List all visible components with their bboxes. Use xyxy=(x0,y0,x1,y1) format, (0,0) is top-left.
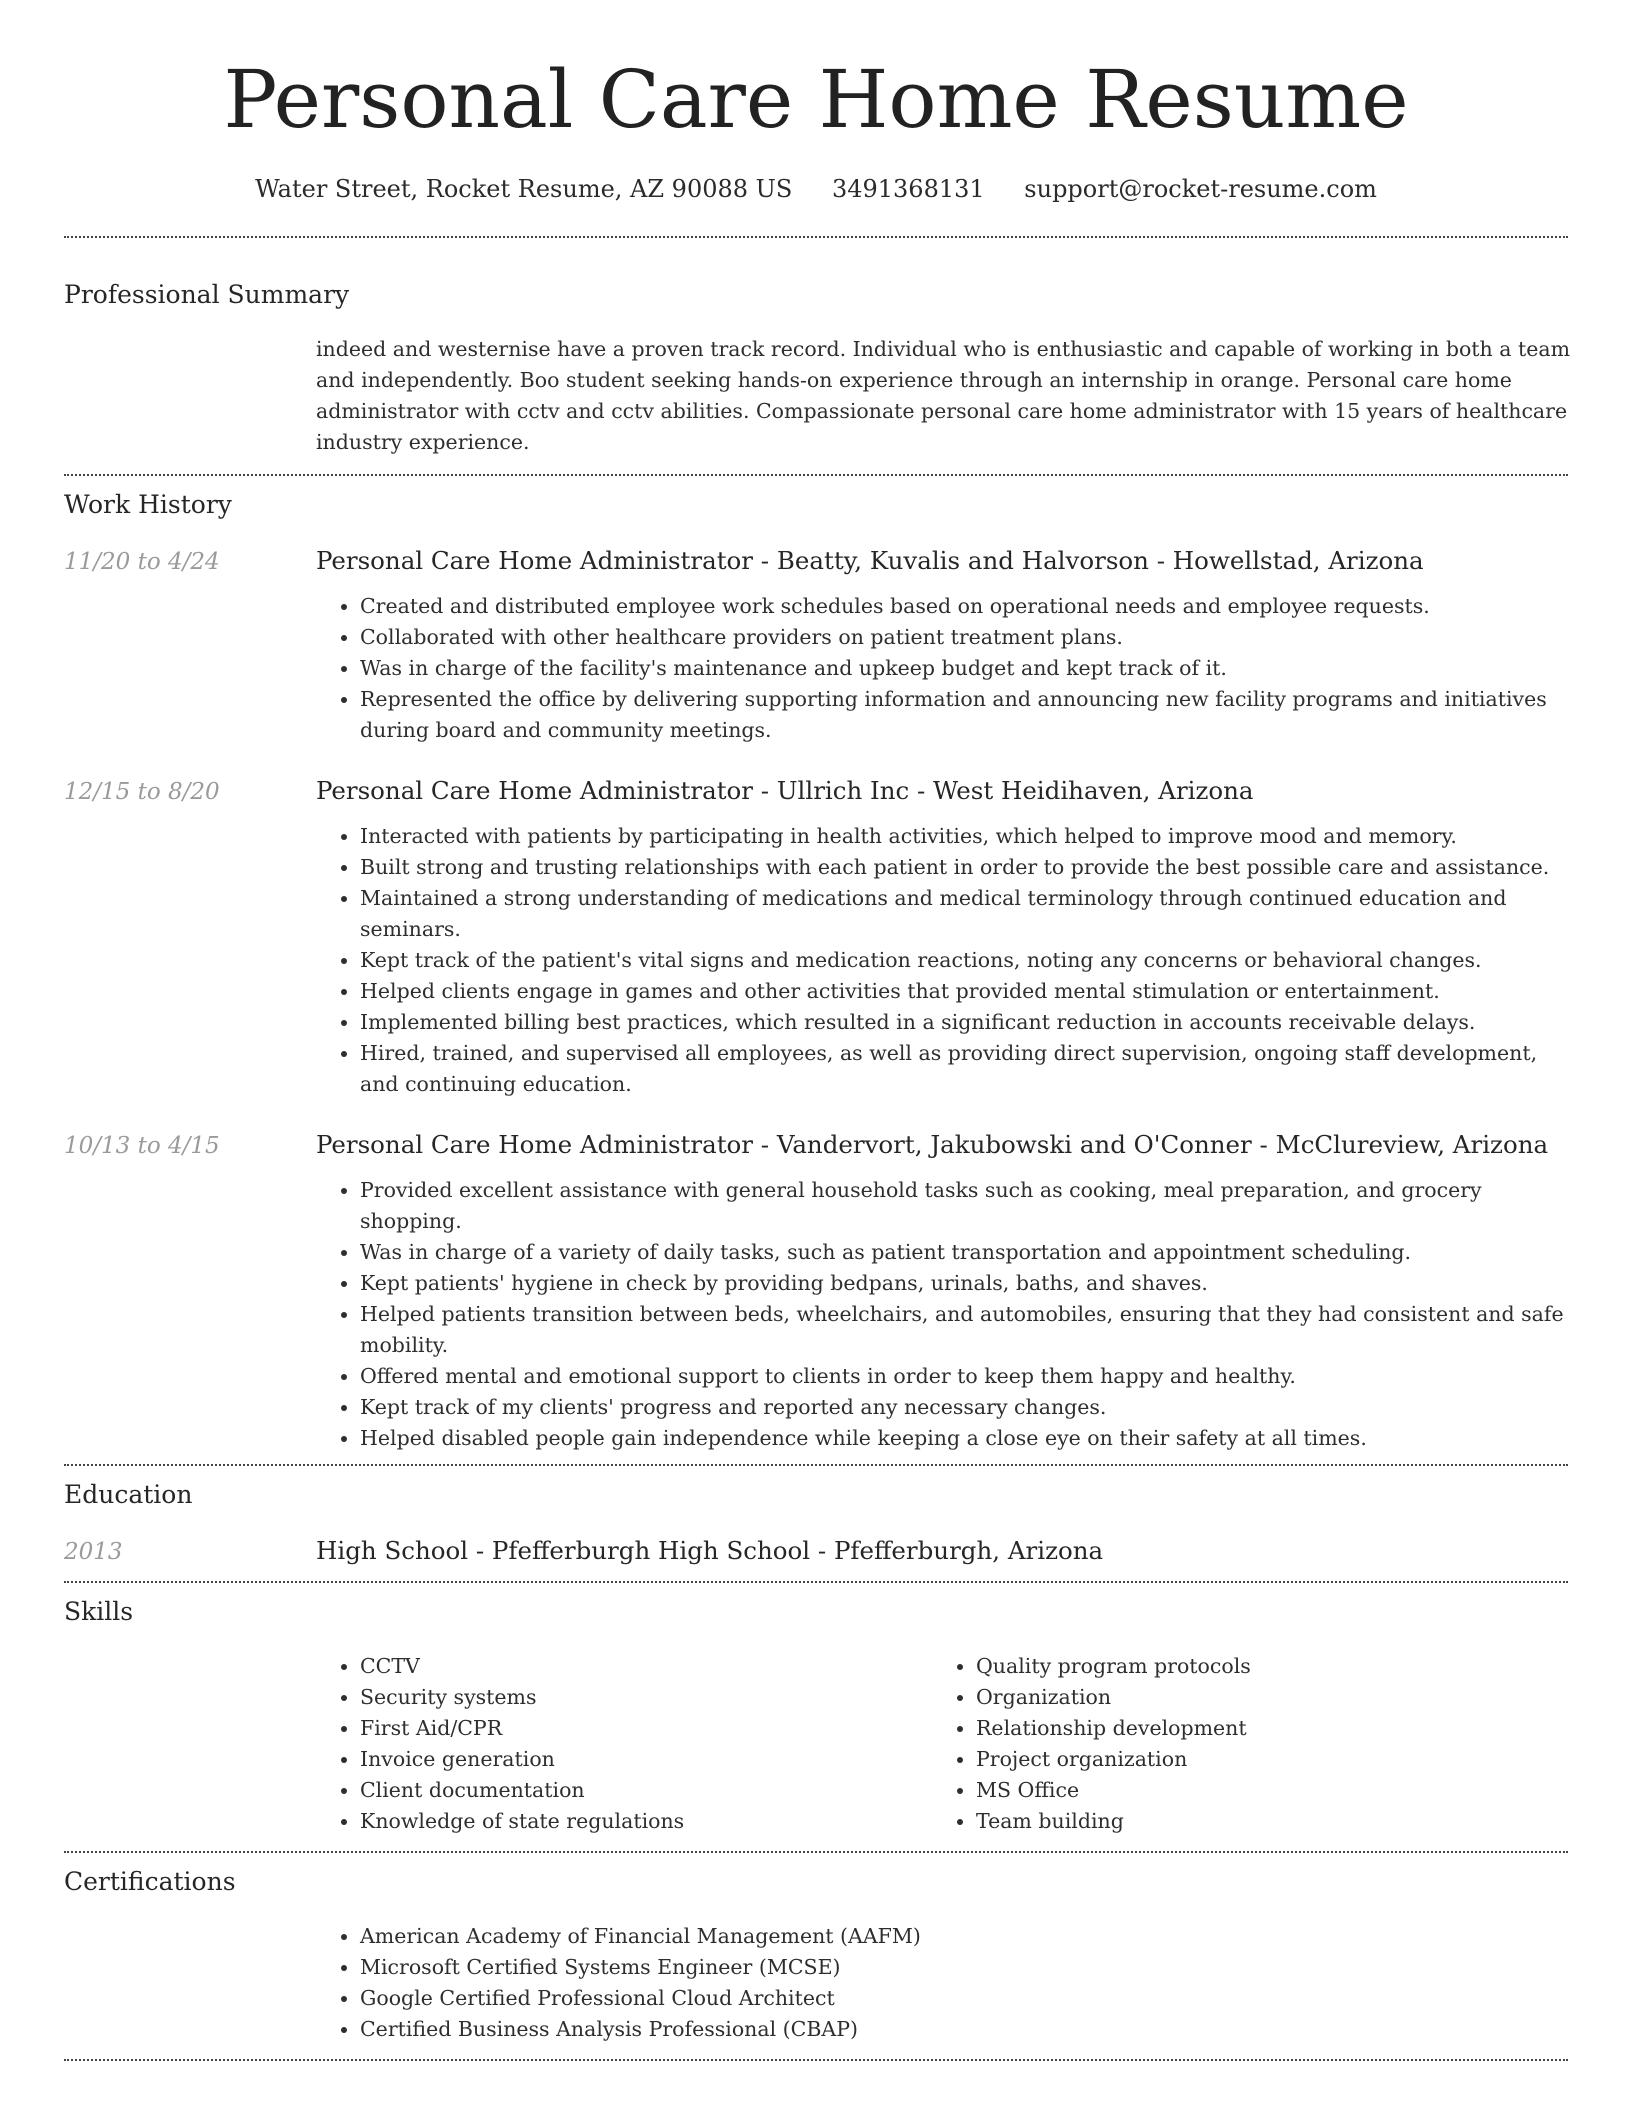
job-entry xyxy=(64,544,1568,746)
certifications-list xyxy=(64,1921,1568,2045)
list-item: • Offered mental and emotional support to clients in order to keep them happy and healthy. xyxy=(360,1361,1568,1392)
list-item: • Knowledge of state regulations xyxy=(360,1806,932,1837)
list-item: • Helped disabled people gain independence while keeping a close eye on their safety at all times. xyxy=(360,1423,1568,1454)
skills-columns xyxy=(64,1651,1568,1837)
contact-phone: 3491368131 xyxy=(831,175,985,203)
job-entry xyxy=(64,774,1568,1100)
education-degree: High School - Pfefferburgh High School - Pfefferburgh, Arizona xyxy=(316,1536,1104,1565)
work-history-section xyxy=(64,488,1568,1454)
list-item: • Invoice generation xyxy=(360,1744,932,1775)
list-item: • Team building xyxy=(976,1806,1548,1837)
list-item: • American Academy of Financial Management (AAFM) xyxy=(360,1921,1568,1952)
certifications-section xyxy=(64,1865,1568,2045)
divider xyxy=(64,236,1568,238)
contact-address: Water Street, Rocket Resume, AZ 90088 US xyxy=(255,175,793,203)
resume-title: Personal Care Home Resume xyxy=(223,53,1409,146)
list-item: • MS Office xyxy=(976,1775,1548,1806)
resume-header xyxy=(64,0,1568,206)
list-item: • First Aid/CPR xyxy=(360,1713,932,1744)
divider xyxy=(64,474,1568,476)
skills-list-right xyxy=(932,1651,1548,1837)
section-title-certifications: Certifications xyxy=(64,1867,236,1896)
list-item: • Google Certified Professional Cloud Architect xyxy=(360,1983,1568,2014)
section-title-summary: Professional Summary xyxy=(64,280,350,309)
job-role: Personal Care Home Administrator - Vandervort, Jakubowski and O'Conner - McClureview, Arizona xyxy=(316,1130,1549,1159)
list-item: • Built strong and trusting relationships with each patient in order to provide the best possible care and assistance. xyxy=(360,852,1568,883)
section-title-education: Education xyxy=(64,1480,193,1509)
list-item: • Quality program protocols xyxy=(976,1651,1548,1682)
job-dates: 10/13 to 4/15 xyxy=(64,1133,220,1159)
list-item: • Client documentation xyxy=(360,1775,932,1806)
list-item: • Provided excellent assistance with general household tasks such as cooking, meal preparation, and grocery shopping. xyxy=(360,1175,1568,1237)
list-item: • Interacted with patients by participating in health activities, which helped to improve mood and memory. xyxy=(360,821,1568,852)
list-item: • Maintained a strong understanding of medications and medical terminology through continued education and seminars. xyxy=(360,883,1568,945)
skills-section xyxy=(64,1595,1568,1837)
job-role: Personal Care Home Administrator - Ullrich Inc - West Heidihaven, Arizona xyxy=(316,776,1254,805)
list-item: • Relationship development xyxy=(976,1713,1548,1744)
section-title-work-history: Work History xyxy=(64,490,232,519)
divider xyxy=(64,1464,1568,1466)
job-bullets xyxy=(64,821,1568,1100)
list-item: • Security systems xyxy=(360,1682,932,1713)
skills-list-left xyxy=(316,1651,932,1837)
list-item: • Collaborated with other healthcare providers on patient treatment plans. xyxy=(360,622,1568,653)
list-item: • Organization xyxy=(976,1682,1548,1713)
list-item: • Certified Business Analysis Professional (CBAP) xyxy=(360,2014,1568,2045)
list-item: • Created and distributed employee work schedules based on operational needs and employee requests. xyxy=(360,591,1568,622)
job-role: Personal Care Home Administrator - Beatty, Kuvalis and Halvorson - Howellstad, Arizona xyxy=(316,546,1424,575)
education-dates: 2013 xyxy=(64,1539,123,1565)
summary-section xyxy=(64,278,1571,458)
list-item: • Microsoft Certified Systems Engineer (MCSE) xyxy=(360,1952,1568,1983)
list-item: • Represented the office by delivering supporting information and announcing new facility programs and initiatives during board and community meetings. xyxy=(360,684,1568,746)
education-entry xyxy=(64,1534,1568,1569)
job-bullets xyxy=(64,1175,1568,1454)
list-item: • Implemented billing best practices, which resulted in a significant reduction in accounts receivable delays. xyxy=(360,1007,1568,1038)
list-item: • Was in charge of a variety of daily tasks, such as patient transportation and appointment scheduling. xyxy=(360,1237,1568,1268)
list-item: • Was in charge of the facility's maintenance and upkeep budget and kept track of it. xyxy=(360,653,1568,684)
list-item: • Hired, trained, and supervised all employees, as well as providing direct supervision, ongoing staff development, and continuing education. xyxy=(360,1038,1568,1100)
divider xyxy=(64,1581,1568,1583)
job-dates: 11/20 to 4/24 xyxy=(64,549,220,575)
list-item: • Helped patients transition between beds, wheelchairs, and automobiles, ensuring that they had consistent and safe mobility. xyxy=(360,1299,1568,1361)
section-title-skills: Skills xyxy=(64,1597,134,1626)
contact-line xyxy=(64,172,1568,206)
divider xyxy=(64,2059,1568,2061)
list-item: • Kept track of my clients' progress and reported any necessary changes. xyxy=(360,1392,1568,1423)
list-item: • Helped clients engage in games and other activities that provided mental stimulation or entertainment. xyxy=(360,976,1568,1007)
list-item: • Project organization xyxy=(976,1744,1548,1775)
divider xyxy=(64,1851,1568,1853)
job-bullets xyxy=(64,591,1568,746)
education-section xyxy=(64,1478,1568,1569)
list-item: • CCTV xyxy=(360,1651,932,1682)
job-dates: 12/15 to 8/20 xyxy=(64,779,220,805)
job-entry xyxy=(64,1128,1568,1454)
list-item: • Kept patients' hygiene in check by providing bedpans, urinals, baths, and shaves. xyxy=(360,1268,1568,1299)
contact-email: support@rocket-resume.com xyxy=(1024,175,1377,203)
list-item: • Kept track of the patient's vital signs and medication reactions, noting any concerns or behavioral changes. xyxy=(360,945,1568,976)
summary-text: indeed and westernise have a proven track record. Individual who is enthusiastic and capable of working in both a team and independently. Boo student seeking hands-on experience through an internship in orange. Personal care home administrator with cctv and cctv abilities. Compassionate personal care home administrator with 15 years of healthcare industry experience. xyxy=(316,337,1571,454)
